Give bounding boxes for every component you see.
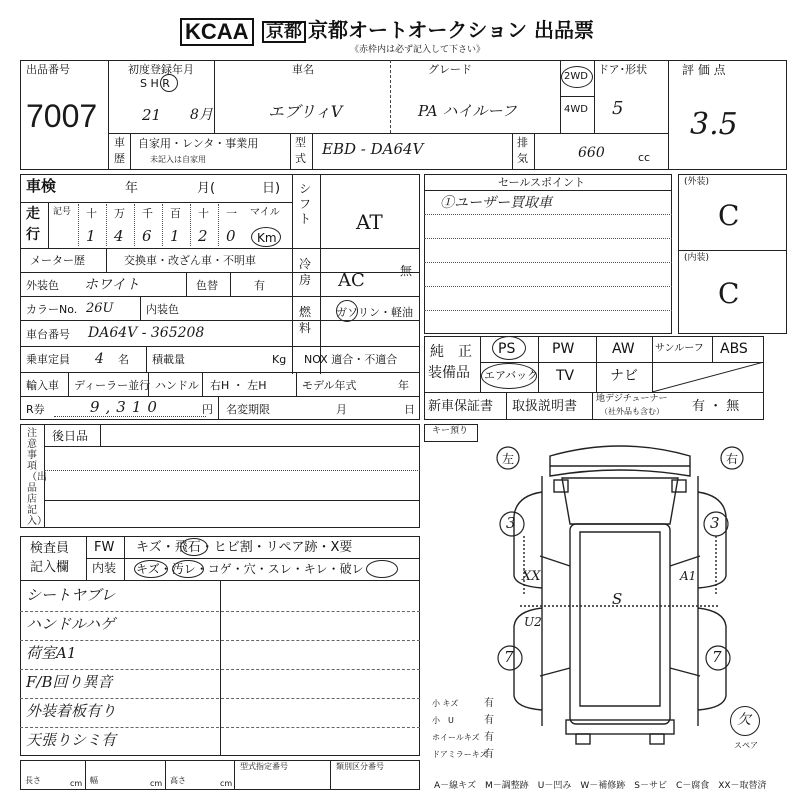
- kcaa-logo: KCAA: [180, 18, 254, 46]
- grade-value: PA ハイルーフ: [418, 102, 517, 120]
- model-value: EBD - DA64V: [322, 140, 424, 158]
- footer-length-label: 長さ: [25, 776, 41, 785]
- inspector-note-line: 天張りシミ有: [26, 731, 117, 749]
- equip-ps: PS: [498, 341, 516, 357]
- model-year-label: モデル年式: [302, 379, 357, 392]
- mark-front-left-tyre: 3: [506, 514, 516, 532]
- inspector-note-line: ハンドルハゲ: [26, 615, 115, 633]
- inspector-label-1: 検査員: [30, 541, 70, 556]
- recycle-unit: 円: [202, 403, 213, 416]
- km-circle: [251, 227, 281, 247]
- equip-sunroof: サンルーフ: [655, 343, 704, 354]
- mark-rear-right-tyre: 7: [712, 648, 722, 666]
- footer-width-unit: cm: [150, 779, 163, 788]
- load-unit: Kg: [272, 353, 287, 366]
- key-label: キー預り: [432, 426, 469, 436]
- equip-empty-slash: [652, 362, 764, 392]
- legend-mirror-yes: 有: [484, 749, 494, 760]
- fw-label: FW: [94, 540, 115, 555]
- fuel-options: ガソリン・軽油: [336, 306, 413, 319]
- legend-mirror: ドアミラーキズ: [432, 750, 488, 759]
- color-value: ホワイト: [84, 277, 140, 293]
- lot-number-value: 7007: [26, 98, 98, 134]
- meter-label: メーター歴: [30, 254, 85, 267]
- notes-label: 注意事項（出品店記入）: [27, 428, 47, 527]
- model-year-unit: 年: [398, 379, 409, 392]
- car-name-label: 車名: [292, 63, 314, 76]
- tuner-label: 地デジチューナー: [596, 394, 668, 404]
- drive-4wd: 4WD: [564, 104, 588, 115]
- history-options: 自家用・レンタ・事業用: [138, 137, 259, 150]
- legend-small-scratch-yes: 有: [484, 698, 494, 709]
- load-label: 積載量: [152, 353, 185, 366]
- tear-circle: [366, 560, 398, 578]
- footer-height-unit: cm: [220, 779, 233, 788]
- interior-grade-label: (内装): [684, 253, 710, 263]
- stone-chip-circle: [180, 538, 208, 556]
- recycle-label: R券: [26, 403, 45, 416]
- mileage-digit: 2: [198, 227, 208, 245]
- model-label-1: 型: [295, 136, 306, 149]
- capacity-label: 乗車定員: [26, 353, 70, 366]
- import-options: ディーラー並行: [74, 379, 151, 392]
- equip-navi: ナビ: [610, 368, 638, 384]
- sales-point-label: セールスポイント: [498, 176, 586, 189]
- first-reg-year: 21: [142, 106, 162, 124]
- tuner-options: 有 ・ 無: [692, 399, 740, 414]
- history-note: 未記入は自家用: [150, 155, 206, 164]
- ac-none: 無: [400, 264, 413, 278]
- spare-mark: 欠: [737, 712, 751, 728]
- mileage-digit-head: 一: [226, 207, 237, 220]
- handle-label: ハンドル: [155, 379, 199, 392]
- legend-small-scratch: 小 キズ: [432, 699, 459, 708]
- sales-point-text: ①ユーザー買取車: [440, 195, 552, 211]
- diagram-right-label: 右: [726, 452, 739, 466]
- footer-length-unit: cm: [70, 779, 83, 788]
- history-label-2: 歴: [114, 152, 125, 165]
- mileage-digit-head: 十: [198, 207, 209, 220]
- exterior-grade-label: (外装): [684, 177, 710, 187]
- legend-small-u: 小 U: [432, 716, 454, 725]
- lot-number-label: 出品番号: [26, 63, 70, 76]
- equip-aw: AW: [612, 341, 635, 357]
- mark-rear-left-tyre: 7: [504, 648, 514, 666]
- footer-type-label: 型式指定番号: [240, 762, 288, 771]
- mark-left-door: XX: [522, 569, 541, 584]
- capacity-unit: 名: [118, 353, 129, 366]
- mileage-label-1: 走: [26, 206, 40, 222]
- first-reg-label: 初度登録年月: [128, 63, 194, 76]
- displacement-value: 660: [578, 145, 605, 161]
- interior-grade-value: C: [718, 277, 740, 310]
- chassis-label: 車台番号: [26, 328, 70, 341]
- fuel-label: 燃料: [299, 305, 312, 335]
- shaken-label: 車検: [26, 177, 57, 195]
- displacement-label-1: 排: [517, 136, 528, 149]
- score-value: 3.5: [690, 107, 738, 142]
- color-change-label: 色替: [196, 279, 218, 292]
- displacement-unit: cc: [638, 151, 651, 164]
- equipment-label-2: 装備品: [428, 365, 470, 381]
- legend-wheel: ホイールキズ: [432, 733, 480, 742]
- manual-label: 取扱説明書: [512, 399, 578, 414]
- drive-2wd-circle: [561, 66, 593, 88]
- interior-inspect-text: キズ・汚レ・コゲ・穴・スレ・キレ・破レ: [136, 562, 364, 576]
- interior-inspect-label: 内装: [92, 561, 117, 575]
- nox-label: NOX 適合・不適合: [304, 353, 398, 366]
- mileage-digit-head: 十: [86, 207, 97, 220]
- scratch-circle: [134, 560, 168, 578]
- exterior-grade-value: C: [718, 199, 740, 232]
- mileage-digit-head: 万: [114, 207, 125, 220]
- shaken-month: 月(: [197, 181, 216, 196]
- name-change-day: 日: [404, 403, 415, 416]
- after-sale-label: 後日品: [52, 429, 89, 443]
- footer-height-label: 高さ: [170, 776, 186, 785]
- equip-tv: TV: [556, 368, 575, 384]
- equip-airbag: エアバック: [484, 369, 539, 382]
- mileage-digit: 6: [142, 227, 152, 245]
- mark-front-right-tyre: 3: [710, 514, 720, 532]
- grade-label: グレード: [428, 63, 472, 76]
- mileage-unit-mile: マイル: [250, 207, 280, 218]
- color-label: 外装色: [26, 279, 59, 292]
- logo-city: 京都: [262, 21, 306, 43]
- mark-left-rear: U2: [524, 615, 542, 629]
- footer-class-label: 類別区分番号: [336, 762, 384, 771]
- ac-label: 冷房: [299, 257, 312, 287]
- mileage-label-2: 行: [26, 227, 40, 243]
- inspector-note-line: 外装着板有り: [26, 702, 117, 720]
- page-title: 京都オートオークション 出品票: [308, 18, 594, 42]
- era-h-circle: [160, 74, 178, 92]
- first-reg-month: 8月: [190, 107, 213, 123]
- mileage-unit-km: Km: [257, 231, 277, 245]
- mileage-digit: 1: [170, 227, 180, 245]
- recycle-value: 9,310: [90, 398, 163, 416]
- damage-code-legend: A－線キズ M－調整跡 U－凹み W－補修跡 S－サビ C－腐食 XX－取替済: [434, 781, 767, 791]
- mark-roof: S: [612, 590, 623, 608]
- mileage-digit: 4: [114, 227, 124, 245]
- door-value: 5: [612, 98, 624, 119]
- gasoline-circle: [336, 300, 358, 322]
- page-subtitle: 《赤枠内は必ず記入して下さい》: [350, 45, 486, 55]
- legend-small-u-yes: 有: [484, 715, 494, 726]
- mileage-digit-head: 百: [170, 207, 181, 220]
- shaken-day: 日): [262, 181, 281, 196]
- diagram-left-label: 左: [502, 452, 515, 466]
- inspector-label-2: 記入欄: [30, 560, 70, 575]
- equip-abs: ABS: [720, 341, 748, 357]
- car-name-value: エブリィV: [268, 102, 343, 121]
- color-no-label: カラーNo.: [26, 303, 78, 316]
- legend-wheel-yes: 有: [484, 732, 494, 743]
- inspector-note-line: F/B回り異音: [26, 673, 113, 691]
- color-no-value: 26U: [86, 301, 114, 316]
- shift-label: シフト: [299, 182, 312, 226]
- name-change-label: 名変期限: [226, 403, 270, 416]
- spare-label: スペア: [734, 741, 758, 750]
- mileage-digit: 1: [86, 227, 96, 245]
- footer-width-label: 幅: [90, 776, 98, 785]
- mileage-code-label: 記号: [53, 207, 72, 217]
- fw-text: キズ・飛石・ヒビ割・リペア跡・X要: [136, 540, 353, 555]
- door-label: ドア･形状: [598, 63, 648, 76]
- equip-pw: PW: [552, 341, 575, 357]
- tuner-note: （社外品も含む）: [600, 407, 664, 416]
- history-label-1: 車: [114, 136, 125, 149]
- mileage-digit-head: 千: [142, 207, 153, 220]
- score-label: 評 価 点: [682, 63, 726, 77]
- name-change-month: 月: [336, 403, 347, 416]
- ac-value: AC: [338, 270, 365, 291]
- ps-circle: [492, 336, 526, 360]
- color-change-value: 有: [254, 279, 265, 292]
- inspector-note-line: 荷室A1: [26, 644, 77, 662]
- shaken-year: 年: [125, 181, 139, 196]
- import-label: 輸入車: [26, 379, 59, 392]
- car-diagram: [480, 436, 770, 756]
- mark-right-door: A1: [680, 569, 697, 583]
- capacity-value: 4: [95, 351, 104, 367]
- chassis-value: DA64V - 365208: [88, 325, 205, 341]
- stain-circle: [172, 560, 204, 578]
- header: [180, 18, 620, 60]
- era-label: S H R: [140, 77, 170, 90]
- drive-2wd: 2WD: [564, 71, 588, 82]
- meter-options: 交換車・改ざん車・不明車: [124, 254, 256, 267]
- mileage-digit: 0: [226, 227, 236, 245]
- inspector-note-line: シートヤブレ: [26, 586, 116, 604]
- equipment-label-1: 純 正: [430, 344, 472, 360]
- model-label-2: 式: [295, 152, 306, 165]
- interior-color-label: 内装色: [146, 303, 179, 316]
- shift-value: AT: [356, 210, 383, 234]
- warranty-label: 新車保証書: [428, 399, 494, 414]
- airbag-circle: [481, 363, 537, 389]
- handle-options: 右H ・ 左H: [210, 379, 267, 392]
- displacement-label-2: 気: [517, 152, 528, 165]
